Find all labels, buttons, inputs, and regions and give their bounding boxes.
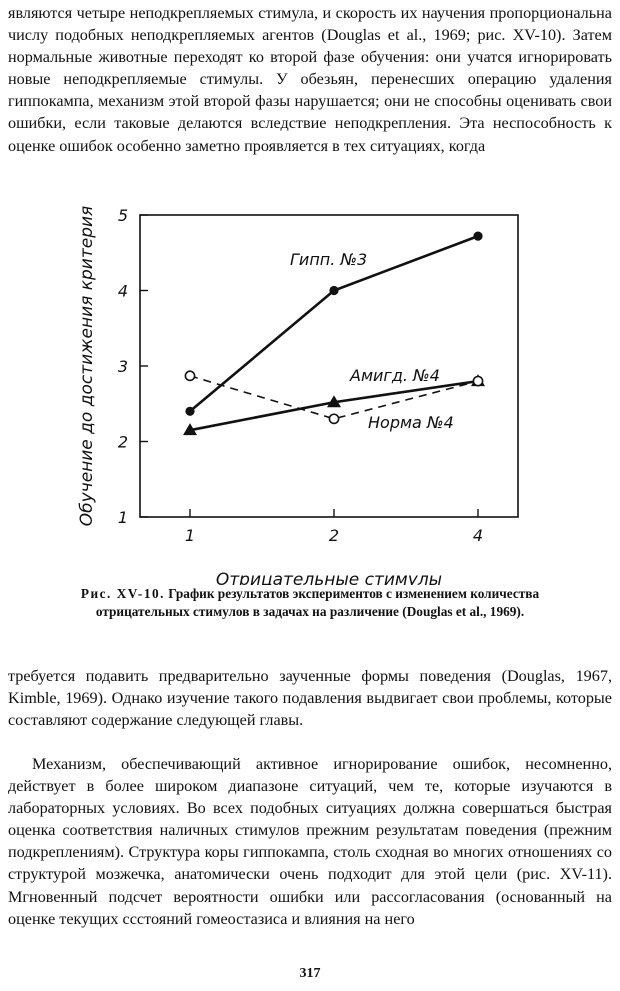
x-tick-label: 2 [328,526,340,545]
paragraph-bottom-2: Механизм, обеспечивающий активное игнорирование ошибок, несомненно, действует в более широком диапазоне ситуаций, чем те, которые изучаются в лабораторных условиях. Во всех подобных ситуациях должна совершаться быстрая оценка соответствия наличных стимулов прежним результатам поведения (прежним подкреплениям). Структура коры гиппокампа, столь сходная во многих отношениях со структурой мозжечка, анатомически очень подходит для этой цели (рис. XV-11). Мгновенный подсчет вероятности ошибки или рассогласования (основанный на оценке текущих ссстояний гомеостазиса и влияния на него [8,755,612,928]
caption-label: Рис. XV-10. [80,586,165,601]
data-point [473,232,482,241]
x-tick-label: 4 [472,526,484,545]
y-tick-label: 4 [117,281,128,301]
figure-xv-10 [60,195,560,585]
line-chart [60,195,560,585]
figure-caption [80,585,540,620]
data-point [329,414,338,423]
page-number: 317 [299,966,321,981]
y-axis-label: Обучение до достижения критерия [77,205,97,527]
data-point [329,286,338,295]
y-tick-label: 3 [117,357,128,376]
series-label: Норма №4 [368,413,454,432]
series-label: Гипп. №3 [290,250,368,269]
series-label: Амигд. №4 [350,366,440,385]
paragraph-bottom-1: требуется подавить предварительно заученные формы поведения (Douglas, 1967, Kimble, 1969). Однако изучение такого подавления выдвигает свои проблемы, которые составляют содержание следующей главы. [8,667,612,730]
y-tick-label: 5 [117,206,128,225]
x-axis-label: Отрицательные стимулы [215,570,443,585]
data-point [473,377,482,386]
data-point [185,407,194,416]
x-tick-label: 1 [184,526,196,545]
paragraph-top: являются четыре неподкрепляемых стимула, и скорость их научения пропорциональна числу подобных неподкрепляемых агентов (Douglas et al., 1969; рис. XV-10). Затем нормальные животные переходят ко второй фазе обучения: они учатся игнорировать новые неподкрепляемые стимулы. У обезьян, перенесших операцию удаления гиппокампа, механизм этой второй фазы нарушается; они не способны оценивать свои ошибки, если таковые делаются вследствие неподкрепления. Эта неспособность к оценке ошибок особенно заметно проявляется в тех ситуациях, когда [8,4,612,155]
caption-text: График результатов экспериментов с изменением количества отрицательных стимулов в задачах на различение (Douglas et al., 1969). [95,586,540,619]
y-tick-label: 1 [117,508,128,527]
data-point [185,371,194,380]
y-tick-label: 2 [117,432,128,452]
